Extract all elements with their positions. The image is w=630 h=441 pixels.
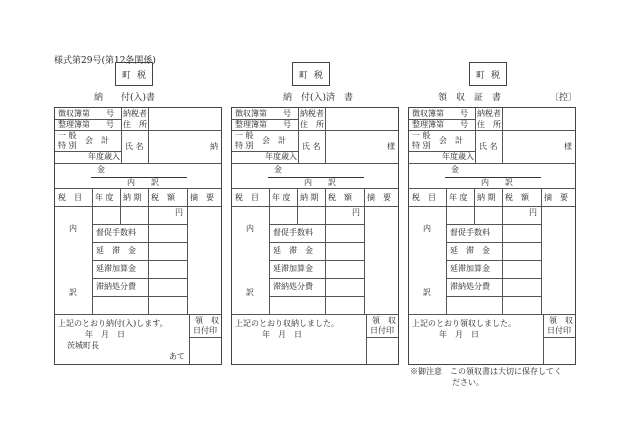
col-tax-amount: 税 額 [505, 193, 529, 202]
taxpayer-label: 納税者 [123, 109, 147, 118]
col-tax-item: 税 目 [235, 193, 259, 202]
col-tax-item: 税 目 [58, 193, 82, 202]
taxpayer-label: 納税者 [300, 109, 324, 118]
payment-completed-slip-panel [231, 0, 401, 441]
honorific: 様 [387, 142, 395, 151]
slip-table [54, 107, 222, 365]
taxpayer-label: 納税者 [477, 109, 501, 118]
addressee-suffix: あて [169, 352, 185, 361]
item-late-charge: 延 滞 金 [96, 246, 136, 255]
name-label: 氏 名 [479, 142, 498, 151]
date-line: 年 月 日 [262, 330, 302, 339]
date-line: 年 月 日 [85, 330, 125, 339]
col-year: 年 度 [95, 193, 114, 202]
account-special: 特 別 [412, 141, 431, 150]
fiscal-year-revenue: 年度歳入 [442, 152, 474, 161]
col-remarks: 摘 要 [190, 193, 214, 202]
breakdown-label: 内 訳 [481, 178, 513, 187]
collection-book-number: 徴収簿第 号 [412, 109, 468, 118]
item-delinquency-cost: 滞納処分費 [450, 282, 490, 291]
payment-slip-panel [54, 0, 224, 441]
form-number: 様式第29号(第12条関係) [54, 56, 156, 66]
management-book-number: 整理簿第 号 [412, 120, 468, 129]
collection-book-number: 徴収簿第 号 [235, 109, 291, 118]
account-label: 会 計 [439, 136, 463, 145]
receipt-stamp-line1: 領 収 [195, 316, 219, 325]
amount-label: 金 [274, 165, 282, 174]
slip-title: 納 付(入)済 書 [283, 93, 354, 103]
receipt-stamp-line2: 日付印 [370, 326, 394, 335]
col-tax-amount: 税 額 [328, 193, 352, 202]
account-label: 会 計 [85, 136, 109, 145]
col-period: 納 期 [300, 193, 319, 202]
slip-title: 納 付(入)書 [94, 93, 156, 103]
side-label-top: 内 [423, 224, 431, 233]
date-line: 年 月 日 [439, 330, 479, 339]
side-label-bottom: 訳 [246, 288, 254, 297]
slip-title: 領 収 証 書 [438, 93, 502, 103]
item-late-surcharge: 延滞加算金 [96, 264, 136, 273]
col-year: 年 度 [449, 193, 468, 202]
account-general: 一 般 [235, 131, 254, 140]
side-label-top: 内 [69, 224, 77, 233]
yen-unit: 円 [529, 208, 537, 217]
address-label: 住 所 [300, 120, 324, 129]
yen-unit: 円 [352, 208, 360, 217]
side-label-bottom: 訳 [69, 288, 77, 297]
address-label: 住 所 [477, 120, 501, 129]
slip-table [231, 107, 399, 365]
side-label-top: 内 [246, 224, 254, 233]
fiscal-year-revenue: 年度歳入 [265, 152, 297, 161]
tax-type-box: 町税 [469, 62, 507, 86]
receipt-stamp-line2: 日付印 [193, 326, 217, 335]
account-special: 特 別 [58, 141, 77, 150]
col-period: 納 期 [123, 193, 142, 202]
control-label: 〔控〕 [550, 93, 578, 103]
item-late-charge: 延 滞 金 [450, 246, 490, 255]
name-label: 氏 名 [302, 142, 321, 151]
account-general: 一 般 [58, 131, 77, 140]
col-tax-item: 税 目 [412, 193, 436, 202]
account-general: 一 般 [412, 131, 431, 140]
statement-text: 上記のとおり領収しました。 [412, 319, 516, 328]
item-dunning-fee: 督促手数料 [450, 228, 490, 237]
footnote-line-1: ※御注意 この領収書は大切に保存してく [410, 367, 562, 376]
name-label: 氏 名 [125, 142, 144, 151]
col-period: 納 期 [477, 193, 496, 202]
item-late-surcharge: 延滞加算金 [450, 264, 490, 273]
item-dunning-fee: 督促手数料 [96, 228, 136, 237]
breakdown-label: 内 訳 [304, 178, 336, 187]
addressee: 茨城町長 [67, 341, 99, 350]
amount-label: 金 [451, 165, 459, 174]
account-label: 会 計 [262, 136, 286, 145]
honorific: 納 [210, 142, 218, 151]
receipt-stamp-line1: 領 収 [549, 316, 573, 325]
statement-text: 上記のとおり収納しました。 [235, 319, 339, 328]
receipt-stamp-line1: 領 収 [372, 316, 396, 325]
honorific: 様 [564, 142, 572, 151]
item-late-charge: 延 滞 金 [273, 246, 313, 255]
address-label: 住 所 [123, 120, 147, 129]
side-label-bottom: 訳 [423, 288, 431, 297]
col-remarks: 摘 要 [367, 193, 391, 202]
management-book-number: 整理簿第 号 [235, 120, 291, 129]
slip-table [408, 107, 576, 365]
item-dunning-fee: 督促手数料 [273, 228, 313, 237]
management-book-number: 整理簿第 号 [58, 120, 114, 129]
footnote-line-2: ださい。 [452, 378, 484, 387]
amount-label: 金 [97, 165, 105, 174]
item-delinquency-cost: 滞納処分費 [96, 282, 136, 291]
col-year: 年 度 [272, 193, 291, 202]
tax-type-box: 町税 [115, 62, 153, 86]
col-tax-amount: 税 額 [151, 193, 175, 202]
account-special: 特 別 [235, 141, 254, 150]
col-remarks: 摘 要 [544, 193, 568, 202]
collection-book-number: 徴収簿第 号 [58, 109, 114, 118]
statement-text: 上記のとおり納付(入)します。 [58, 319, 168, 328]
receipt-stamp-line2: 日付印 [547, 326, 571, 335]
item-late-surcharge: 延滞加算金 [273, 264, 313, 273]
tax-type-box: 町税 [292, 62, 330, 86]
yen-unit: 円 [175, 208, 183, 217]
item-delinquency-cost: 滞納処分費 [273, 282, 313, 291]
fiscal-year-revenue: 年度歳入 [88, 152, 120, 161]
breakdown-label: 内 訳 [127, 178, 159, 187]
